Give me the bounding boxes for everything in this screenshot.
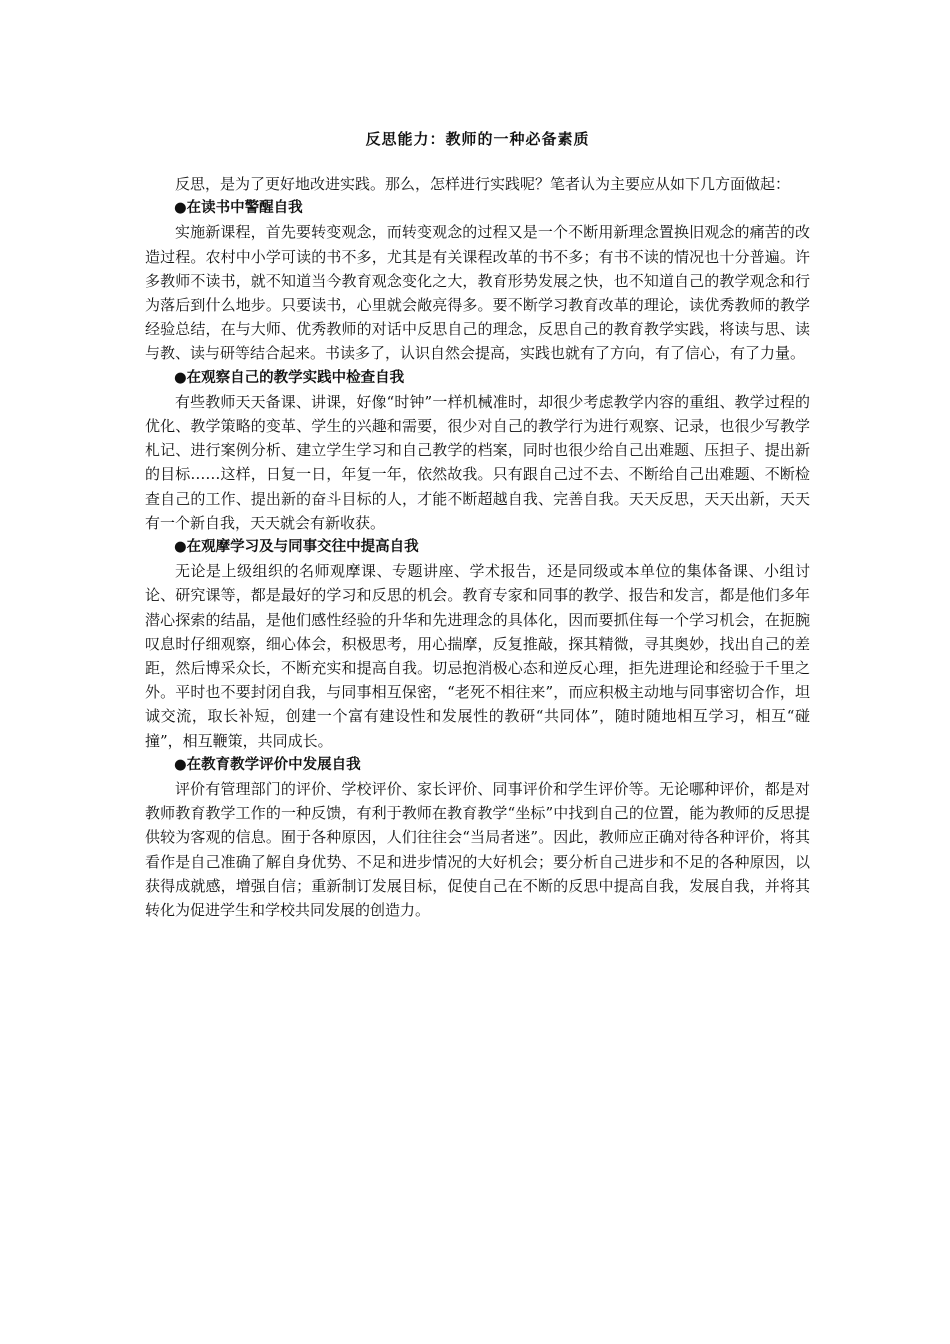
section-body-reading: 实施新课程，首先要转变观念，而转变观念的过程又是一个不断用新理念置换旧观念的痛苦的改造过程。农村中小学可读的书不多，尤其是有关课程改革的书不多；有书不读的情况也十分普遍。许多教师不读书，就不知道当今教育观念变化之大，教育形势发展之快，也不知道自己的教学观念和行为落后到什么地步。只要读书，心里就会敞亮得多。要不断学习教育改革的理论，读优秀教师的教学经验总结，在与大师、优秀教师的对话中反思自己的理念，反思自己的教育教学实践，将读与思、读与教、读与研等结合起来。书读多了，认识自然会提高，实践也就有了方向，有了信心，有了力量。 bbox=[145, 223, 810, 363]
document-title: 反思能力：教师的一种必备素质 bbox=[365, 130, 590, 148]
section-body-observing: 有些教师天天备课、讲课，好像“时钟”一样机械准时，却很少考虑教学内容的重组、教学过程的优化、教学策略的变革、学生的兴趣和需要，很少对自己的教学行为进行观察、记录，也很少写教学札记、进行案例分析、建立学生学习和自己教学的档案，同时也很少给自己出难题、压担子、提出新的目标……这样，日复一日，年复一年，依然故我。只有跟自己过不去、不断给自己出难题、不断检查自己的工作、提出新的奋斗目标的人，才能不断超越自我、完善自我。天天反思，天天出新，天天有一个新自我，天天就会有新收获。 bbox=[145, 392, 810, 532]
intro-paragraph: 反思，是为了更好地改进实践。那么，怎样进行实践呢？笔者认为主要应从如下几方面做起： bbox=[175, 175, 791, 193]
bullet-icon: ● bbox=[174, 369, 187, 386]
section-heading-colleagues bbox=[145, 535, 810, 559]
section-heading-reading bbox=[145, 196, 810, 220]
section-body-colleagues: 无论是上级组织的名师观摩课、专题讲座、学术报告，还是同级或本单位的集体备课、小组讨论、研究课等，都是最好的学习和反思的机会。教育专家和同事的教学、报告和发言，都是他们多年潜心探索的结晶，是他们感性经验的升华和先进理念的具体化，因而要抓住每一个学习机会，在扼腕叹息时仔细观察，细心体会，积极思考，用心揣摩，反复推敲，探其精微，寻其奥妙，找出自己的差距，然后博采众长，不断充实和提高自我。切忌抱消极心态和逆反心理，拒先进理论和经验于千里之外。平时也不要封闭自我，与同事相互保密，“老死不相往来”，而应积极主动地与同事密切合作，坦诚交流，取长补短，创建一个富有建设性和发展性的教研“共同体”，随时随地相互学习，相互“碰撞”，相互鞭策，共同成长。 bbox=[145, 562, 810, 750]
bullet-icon: ● bbox=[174, 756, 187, 773]
section-heading-evaluation bbox=[145, 753, 810, 777]
bullet-icon: ● bbox=[174, 200, 187, 217]
bullet-icon: ● bbox=[174, 539, 187, 556]
section-heading-observing bbox=[145, 366, 810, 390]
section-heading-text: 在教育教学评价中发展自我 bbox=[186, 756, 361, 773]
section-heading-text: 在观摩学习及与同事交往中提高自我 bbox=[186, 539, 419, 556]
document-page bbox=[145, 128, 810, 922]
section-heading-text: 在观察自己的教学实践中检查自我 bbox=[186, 369, 405, 386]
section-heading-text: 在读书中警醒自我 bbox=[186, 200, 303, 217]
section-body-evaluation: 评价有管理部门的评价、学校评价、家长评价、同事评价和学生评价等。无论哪种评价，都是对教师教育教学工作的一种反馈，有利于教师在教育教学“坐标”中找到自己的位置，能为教师的反思提供较为客观的信息。囿于各种原因，人们往往会“当局者迷”。因此，教师应正确对待各种评价，将其看作是自己准确了解自身优势、不足和进步情况的大好机会；要分析自己进步和不足的各种原因，以获得成就感，增强自信；重新制订发展目标，促使自己在不断的反思中提高自我，发展自我，并将其转化为促进学生和学校共同发展的创造力。 bbox=[145, 780, 810, 920]
